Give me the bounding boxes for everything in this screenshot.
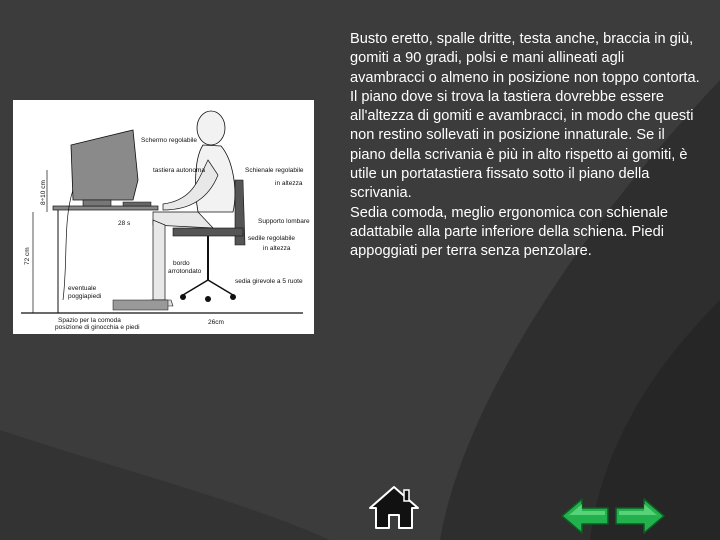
label-8cm: 8÷10 cm [40, 180, 47, 205]
ergonomics-figure [13, 100, 314, 334]
slide-body-text [350, 30, 700, 262]
label-supporto: Supporto lombare [258, 218, 310, 225]
paragraph-posture: Busto eretto, spalle dritte, testa anche, braccia in giù, gomiti a 90 gradi, polsi e mani allineati agli avambracci o almeno in posizione non toppo contorta. Il piano dove si trova la tastiera dovrebbe essere all'altezza di gomiti e avambracci, in modo che questi non restino sollevati in posizione innaturale. Se il piano della scrivania è più in alto rispetto ai gomiti, è utile un portatastiera fissato sotto il piano della scrivania. [350, 31, 700, 202]
label-spazio: Spazio per la comoda [58, 317, 121, 324]
home-button[interactable] [368, 484, 420, 530]
label-poggiapiedi: eventuale [68, 285, 97, 292]
label-schermo: Schermo regolabile [141, 137, 198, 144]
label-bordo: bordo [173, 260, 190, 267]
label-72cm: 72 cm [24, 247, 31, 265]
label-28: 28 s [118, 220, 131, 227]
ergonomics-diagram [13, 100, 314, 334]
label-tastiera: tastiera autonoma [153, 167, 206, 174]
label-sedia: sedia girevole a 5 ruote [235, 278, 303, 285]
arrow-right-icon [614, 497, 666, 535]
label-altezza: in altezza [275, 180, 303, 187]
label-26cm: 26cm [208, 319, 224, 326]
label-sedile: sedile regolabile [248, 235, 295, 242]
label-sedile-2: in altezza [263, 245, 291, 252]
arrow-left-icon [560, 497, 610, 535]
label-spazio-2: posizione di ginocchia e piedi [55, 324, 140, 331]
previous-slide-button[interactable] [560, 497, 610, 535]
paragraph-chair: Sedia comoda, meglio ergonomica con schienale adattabile alla parte inferiore della schiena. Piedi appoggiati per terra senza penzolare. [350, 204, 669, 260]
label-poggiapiedi-2: poggiapiedi [68, 293, 102, 300]
next-slide-button[interactable] [614, 497, 666, 535]
home-icon [368, 484, 420, 530]
label-schienale: Schienale regolabile [245, 167, 304, 174]
label-bordo-2: arrotondato [168, 268, 202, 275]
